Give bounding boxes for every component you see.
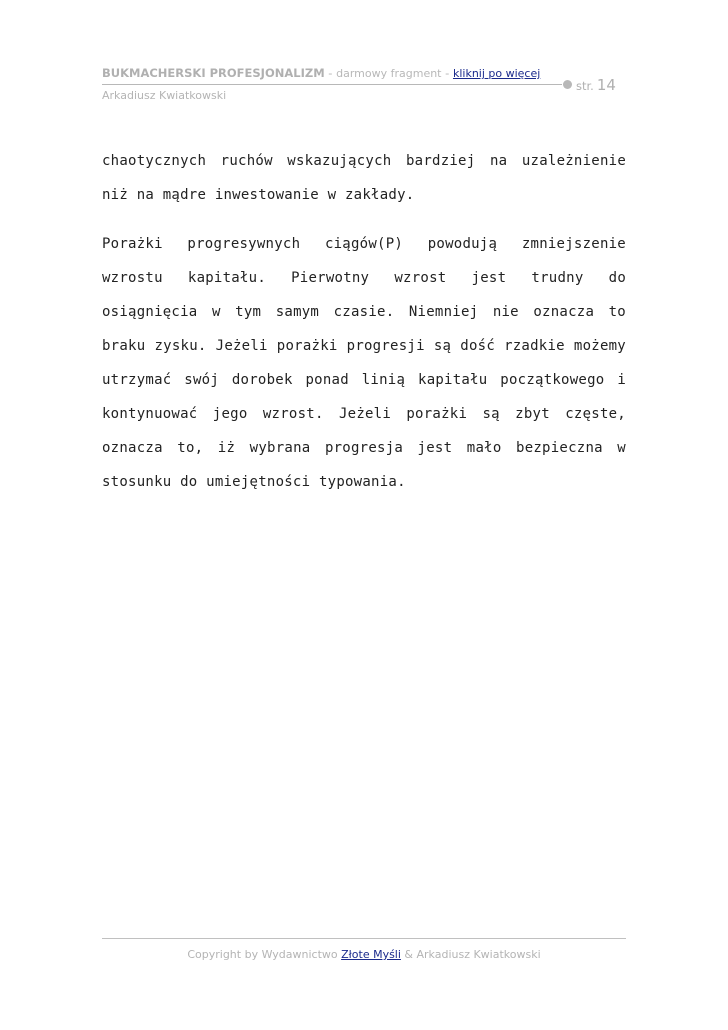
page-footer <box>102 948 626 961</box>
book-title: BUKMACHERSKI PROFESJONALIZM <box>102 66 325 80</box>
copyright-suffix: & Arkadiusz Kwiatkowski <box>400 948 541 961</box>
header-author: Arkadiusz Kwiatkowski <box>102 89 227 102</box>
footer-divider <box>102 938 626 939</box>
page-label: str. <box>576 79 594 93</box>
body-paragraph-1: chaotycznych ruchów wskazujących bardziej na uzależnienie niż na mądre inwestowanie w zakłady. <box>102 153 626 203</box>
page-number: 14 <box>596 76 616 94</box>
copyright-prefix: Copyright by Wydawnictwo <box>187 948 342 961</box>
header-bullet-icon <box>563 80 572 89</box>
publisher-link[interactable]: Złote Myśli <box>341 948 401 961</box>
page-header <box>102 66 628 106</box>
header-separator: - <box>324 66 337 80</box>
header-title-line <box>102 66 540 80</box>
page-indicator <box>576 75 616 94</box>
body-paragraph-2: Porażki progresywnych ciągów(P) powodują zmniejszenie wzrostu kapitału. Pierwotny wzrost jest trudny do osiągnięcia w tym samym czasie. Niemniej nie oznacza to braku zysku. Jeżeli porażki progresji są dość rzadkie możemy utrzymać swój dorobek ponad linią kapitału początkowego i kontynuować jego wzrost. Jeżeli porażki są zbyt częste, oznacza to, iż wybrana progresja jest mało bezpieczna w stosunku do umiejętności typowania. <box>102 236 626 490</box>
header-divider <box>102 84 562 85</box>
free-fragment-label: darmowy fragment <box>336 67 442 80</box>
header-separator-2: - <box>441 66 453 80</box>
page-body <box>102 144 626 499</box>
more-link[interactable]: kliknij po więcej <box>452 67 541 80</box>
